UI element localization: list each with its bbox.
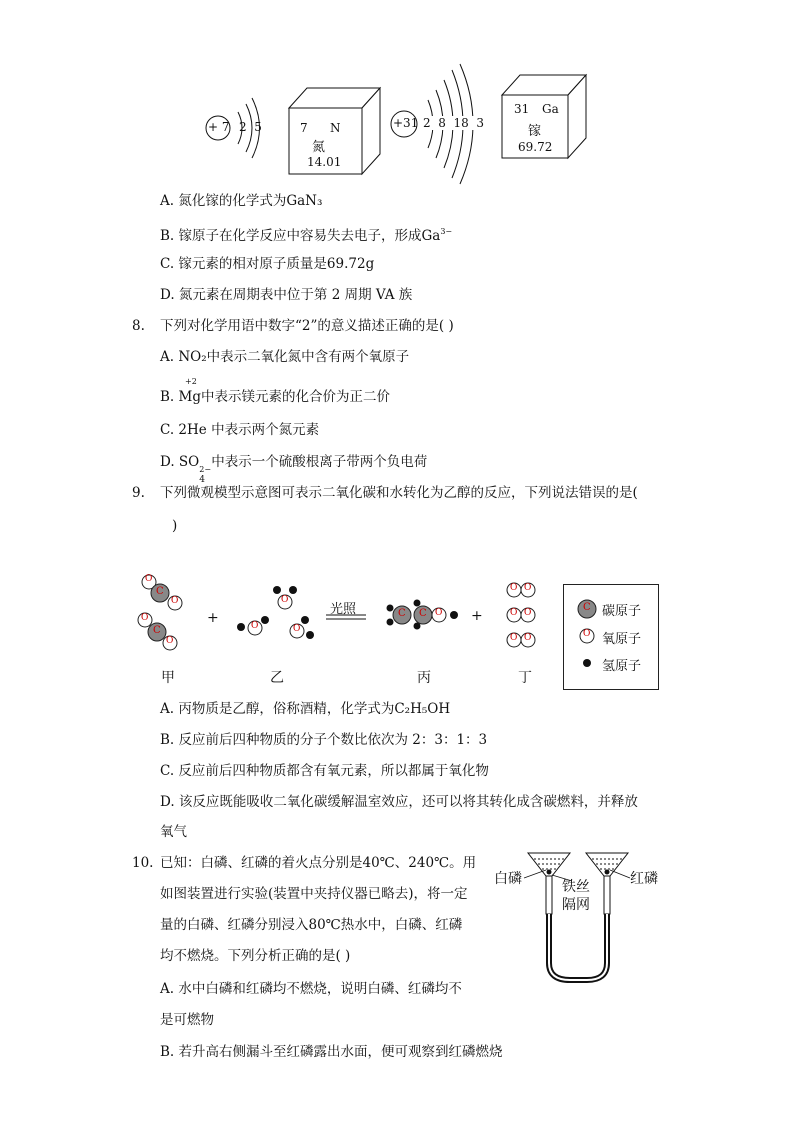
phosphorus-apparatus-figure (490, 848, 670, 988)
n-mass: 14.01 (307, 155, 342, 169)
wire-mesh-label-1: 铁丝 (562, 879, 590, 895)
q10-option-a-line2: 是可燃物 (160, 1012, 214, 1028)
red-phosphorus-dot (605, 870, 610, 875)
q8-option-d (160, 452, 428, 485)
q9-option-d-line1: D. 该反应既能吸收二氧化碳缓解温室效应，还可以将其转化成含碳燃料，并释放 (160, 794, 638, 810)
atom-letter-o: O (166, 636, 174, 646)
label-yi: 乙 (270, 670, 284, 686)
white-phosphorus-dot (547, 870, 552, 875)
q9-number: 9. (132, 485, 145, 501)
q7-option-b-charge: 3− (440, 227, 453, 236)
atom-letter-o: O (251, 621, 259, 631)
atom-letter-o: O (293, 624, 301, 634)
q8-option-b: B. Mg中表示镁元素的化合价为正二价 (160, 389, 390, 405)
atom-letter-c: C (398, 608, 406, 619)
q8-option-c: C. 2He 中表示两个氮元素 (160, 422, 320, 438)
legend-carbon-label: 碳原子 (602, 604, 642, 619)
reaction-condition: 光照 (330, 602, 357, 617)
ga-symbol: Ga (542, 102, 559, 116)
atom-letter-o: O (141, 613, 149, 623)
q8-number: 8. (132, 318, 145, 334)
n-atomic-number: 7 (300, 121, 308, 135)
q8-stem: 下列对化学用语中数字“2”的意义描述正确的是( ) (160, 318, 454, 334)
q10-option-b: B. 若升高右侧漏斗至红磷露出水面，便可观察到红磷燃烧 (160, 1044, 503, 1060)
atom-letter-c: C (156, 586, 164, 597)
q9-option-a: A. 丙物质是乙醇，俗称酒精，化学式为C₂H₅OH (160, 701, 451, 717)
q10-stem-line1: 已知：白磷、红磷的着火点分别是40℃、240℃。用 (160, 855, 477, 871)
atom-letter-o: O (524, 608, 532, 618)
atom-letter-c: C (153, 625, 161, 636)
q9-option-b: B. 反应前后四种物质的分子个数比依次为 2：3：1：3 (160, 732, 488, 748)
label-jia: 甲 (161, 670, 175, 686)
q8-option-d-subscript: 4 (199, 475, 205, 485)
legend-oxygen-label: 氧原子 (602, 632, 642, 647)
atom-figure (190, 60, 600, 185)
q7-option-d: D. 氮元素在周期表中位于第 2 周期 VA 族 (160, 287, 413, 303)
plus-sign-2: + (471, 608, 483, 624)
legend-hydrogen-label: 氢原子 (602, 659, 642, 674)
q7-option-a: A. 氮化镓的化学式为GaN₃ (160, 193, 323, 209)
atom-letter-c: C (419, 608, 427, 619)
q8-option-d-rest: 中表示一个硫酸根离子带两个负电荷 (211, 454, 428, 470)
q9-stem-line1: 下列微观模型示意图可表示二氧化碳和水转化为乙醇的反应，下列说法错误的是( (160, 485, 638, 501)
rubber-tube (549, 914, 607, 980)
atom-letter-o: O (510, 608, 518, 618)
ga-nucleus-label: +31 (393, 116, 419, 130)
q9-option-d-line2: 氧气 (160, 824, 187, 840)
atom-letter-o: O (435, 608, 443, 618)
atom-letter-o: O (145, 574, 153, 584)
legend-box (563, 584, 659, 690)
ga-shells-label: 2 8 18 3 (423, 116, 485, 130)
atom-letter-o: O (171, 596, 179, 606)
q7-option-b (160, 222, 452, 246)
q10-number: 10. (132, 855, 154, 871)
q10-stem-line3: 量的白磷、红磷分别浸入80℃热水中，白磷、红磷 (160, 917, 463, 933)
q7-option-c: C. 镓元素的相对原子质量是69.72g (160, 256, 375, 272)
atom-letter-o: O (524, 583, 532, 593)
legend-letter-o: O (583, 629, 591, 639)
q8-option-d-charge: 2− (199, 465, 212, 474)
label-ding: 丁 (518, 670, 532, 686)
q10-stem-line2: 如图装置进行实验(装置中夹持仪器已略去)，将一定 (160, 886, 468, 902)
atom-letter-o: O (510, 583, 518, 593)
left-stem (546, 876, 552, 914)
ga-name: 镓 (528, 124, 542, 139)
white-phosphorus-label: 白磷 (494, 871, 522, 887)
atom-letter-o: O (524, 633, 532, 643)
q7-option-b-text: B. 镓原子在化学反应中容易失去电子，形成Ga (160, 228, 441, 244)
q10-stem-line4: 均不燃烧。下列分析正确的是( ) (160, 948, 351, 964)
q8-option-d-text: D. SO (160, 454, 200, 470)
wire-mesh-label-2: 隔网 (562, 897, 590, 913)
q8-option-b-valence: +2 (185, 377, 197, 386)
legend-letter-c: C (583, 602, 591, 613)
n-symbol: N (330, 121, 341, 135)
n-name: 氮 (312, 140, 326, 155)
label-bing: 丙 (417, 670, 431, 686)
red-phosphorus-label: 红磷 (630, 871, 658, 887)
n-shells-label: 2 5 (239, 120, 262, 134)
ga-atomic-number: 31 (514, 102, 530, 116)
atom-letter-o: O (281, 595, 289, 605)
n-nucleus-label: + 7 (208, 120, 230, 134)
atom-letter-o: O (510, 633, 518, 643)
q8-option-a: A. NO₂中表示二氧化氮中含有两个氧原子 (160, 349, 410, 365)
ga-mass: 69.72 (518, 140, 553, 154)
q10-option-a-line1: A. 水中白磷和红磷均不燃烧，说明白磷、红磷均不 (160, 981, 462, 997)
plus-sign-1: + (207, 610, 219, 626)
q9-option-c: C. 反应前后四种物质都含有氧元素，所以都属于氧化物 (160, 763, 489, 779)
q9-stem-line2: ) (172, 518, 178, 534)
right-stem (604, 876, 610, 914)
